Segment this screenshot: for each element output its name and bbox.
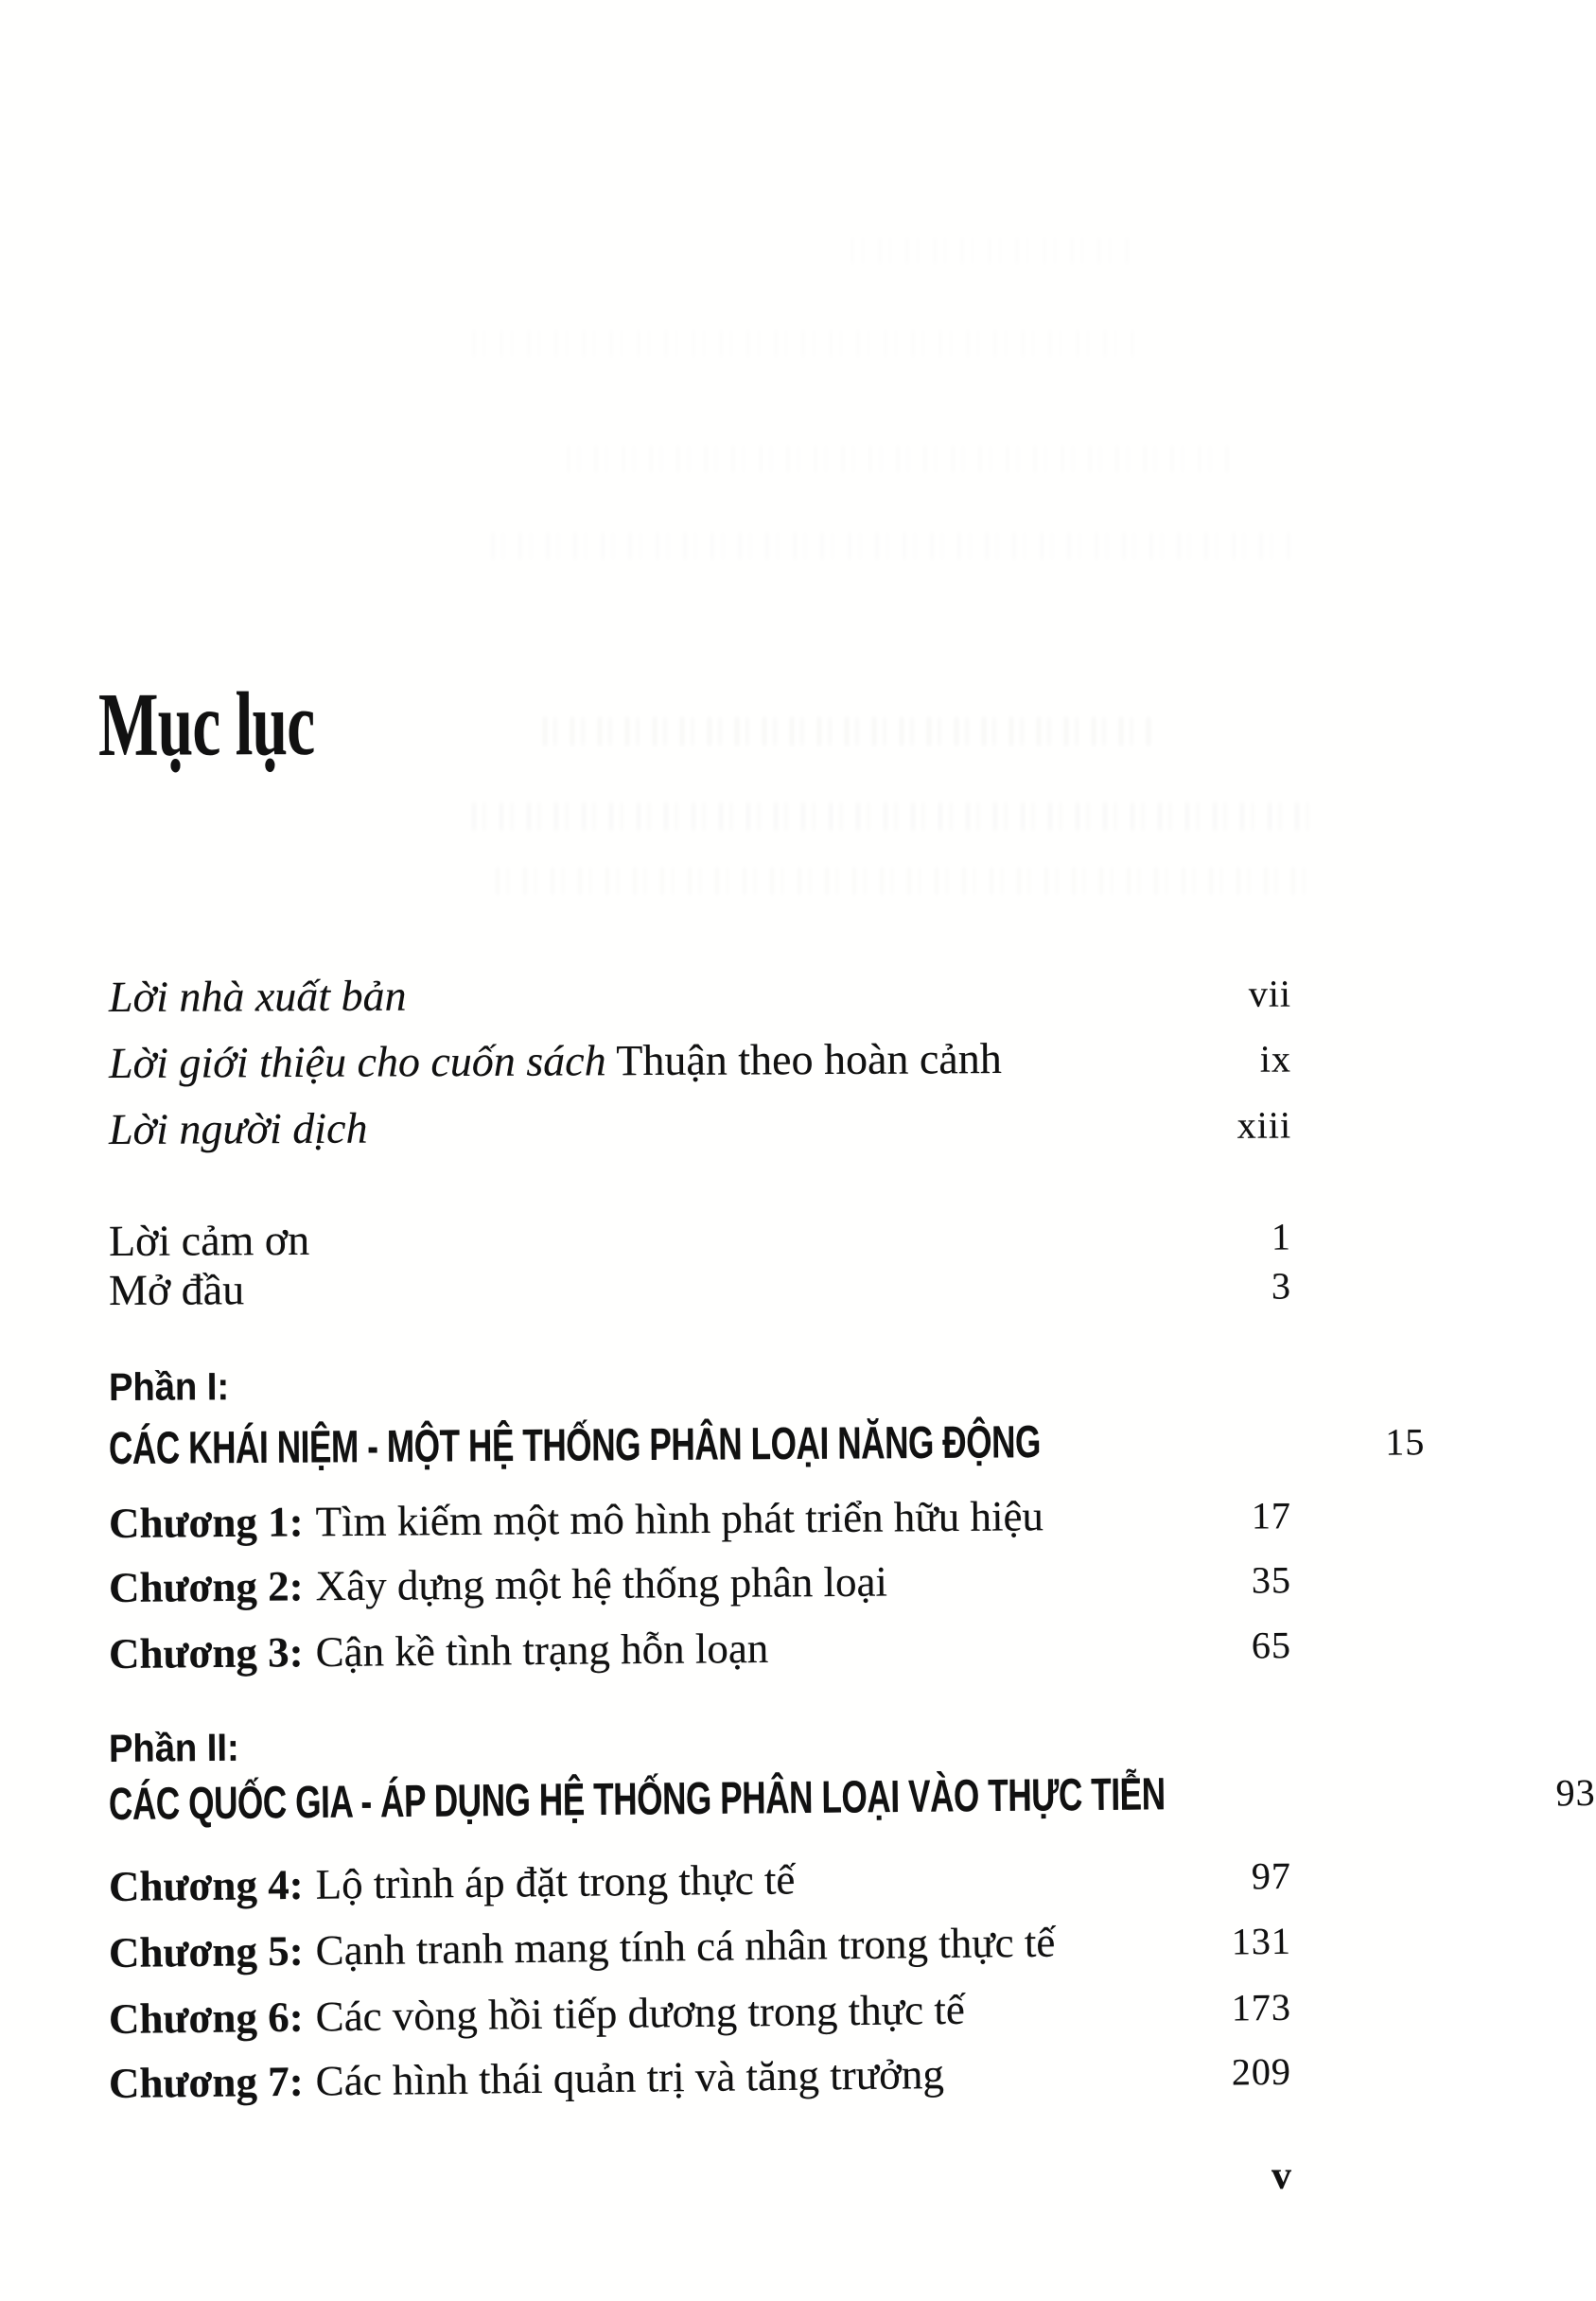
toc-page-number: 3 [1271,1264,1292,1308]
toc-entry-label: Lời nhà xuất bản [108,971,407,1021]
part-label: Phần I: [108,1364,230,1409]
toc-row [109,1913,1292,1990]
toc-entry-label: Chương 6: Các vòng hồi tiếp dương trong thực tế [108,1985,966,2043]
bleed-through-smudge [473,802,1320,831]
toc-entry-label: Mở đầu [108,1265,245,1314]
toc-page-number: 131 [1231,1919,1292,1963]
part-title: CÁC QUỐC GIA - ÁP DỤNG HỆ THỐNG PHÂN LOẠI VÀO THỰC TIỄN [108,1769,1166,1830]
toc-page-number: 209 [1231,2049,1292,2094]
toc-row [109,1030,1291,1092]
toc-entry-label: Chương 4: Lộ trình áp đặt trong thực tế [108,1855,796,1910]
toc-page-number: 97 [1251,1853,1292,1898]
page-title: Mục lục [97,672,315,775]
bleed-through-smudge [492,532,1296,560]
toc-row [108,1765,1596,1836]
toc-row [108,1413,1426,1480]
part-title: CÁC KHÁI NIỆM - MỘT HỆ THỐNG PHÂN LOẠI NĂNG ĐỘNG [108,1417,1042,1474]
toc-page-number: 1 [1271,1215,1292,1258]
toc-entry-label: Lời cảm ơn [108,1215,310,1265]
toc-entry-label: Lời người dịch [108,1103,368,1153]
toc-entry-label: Chương 3: Cận kề tình trạng hỗn loạn [108,1624,769,1677]
bleed-through-smudge [568,445,1230,473]
toc-entry-label: Chương 5: Cạnh tranh mang tính cá nhân trong thực tế [108,1918,1056,1976]
toc-entry-label: Chương 1: Tìm kiếm một mô hình phát triển hữu hiệu [108,1492,1044,1547]
toc-row [109,1848,1292,1923]
toc-page-number: 15 [1385,1420,1426,1464]
toc-page-number: 93 [1555,1770,1596,1815]
toc-row [109,966,1291,1026]
toc-row [109,1552,1291,1625]
bleed-through-smudge [497,867,1315,895]
part-label: Phần II: [108,1725,239,1770]
toc-page-number: ix [1259,1037,1292,1080]
toc-page-number: 173 [1231,1985,1292,2029]
toc-row [109,2044,1292,2120]
toc-row [109,1487,1291,1560]
toc-entry-label: Chương 7: Các hình thái quản trị và tăng trưởng [108,2049,945,2107]
toc-entry-label: Chương 2: Xây dựng một hệ thống phân loại [108,1557,888,1611]
toc-row [109,1617,1292,1691]
toc-row [109,1097,1291,1158]
bleed-through-smudge [473,329,1135,358]
toc-page-number: 35 [1251,1558,1292,1602]
toc-entry-label: Lời giới thiệu cho cuốn sách Thuận theo hoàn cảnh [108,1034,1002,1087]
toc-row [109,1979,1292,2056]
toc-page-number: vii [1248,972,1292,1015]
toc-page-number: 65 [1251,1624,1292,1667]
toc-page-number: xiii [1236,1103,1292,1147]
toc-page-number: 17 [1251,1494,1292,1537]
bleed-through-smudge [851,237,1135,265]
folio-page-number: v [1272,2154,1291,2198]
toc-row [109,1257,1291,1319]
bleed-through-smudge [544,717,1149,746]
